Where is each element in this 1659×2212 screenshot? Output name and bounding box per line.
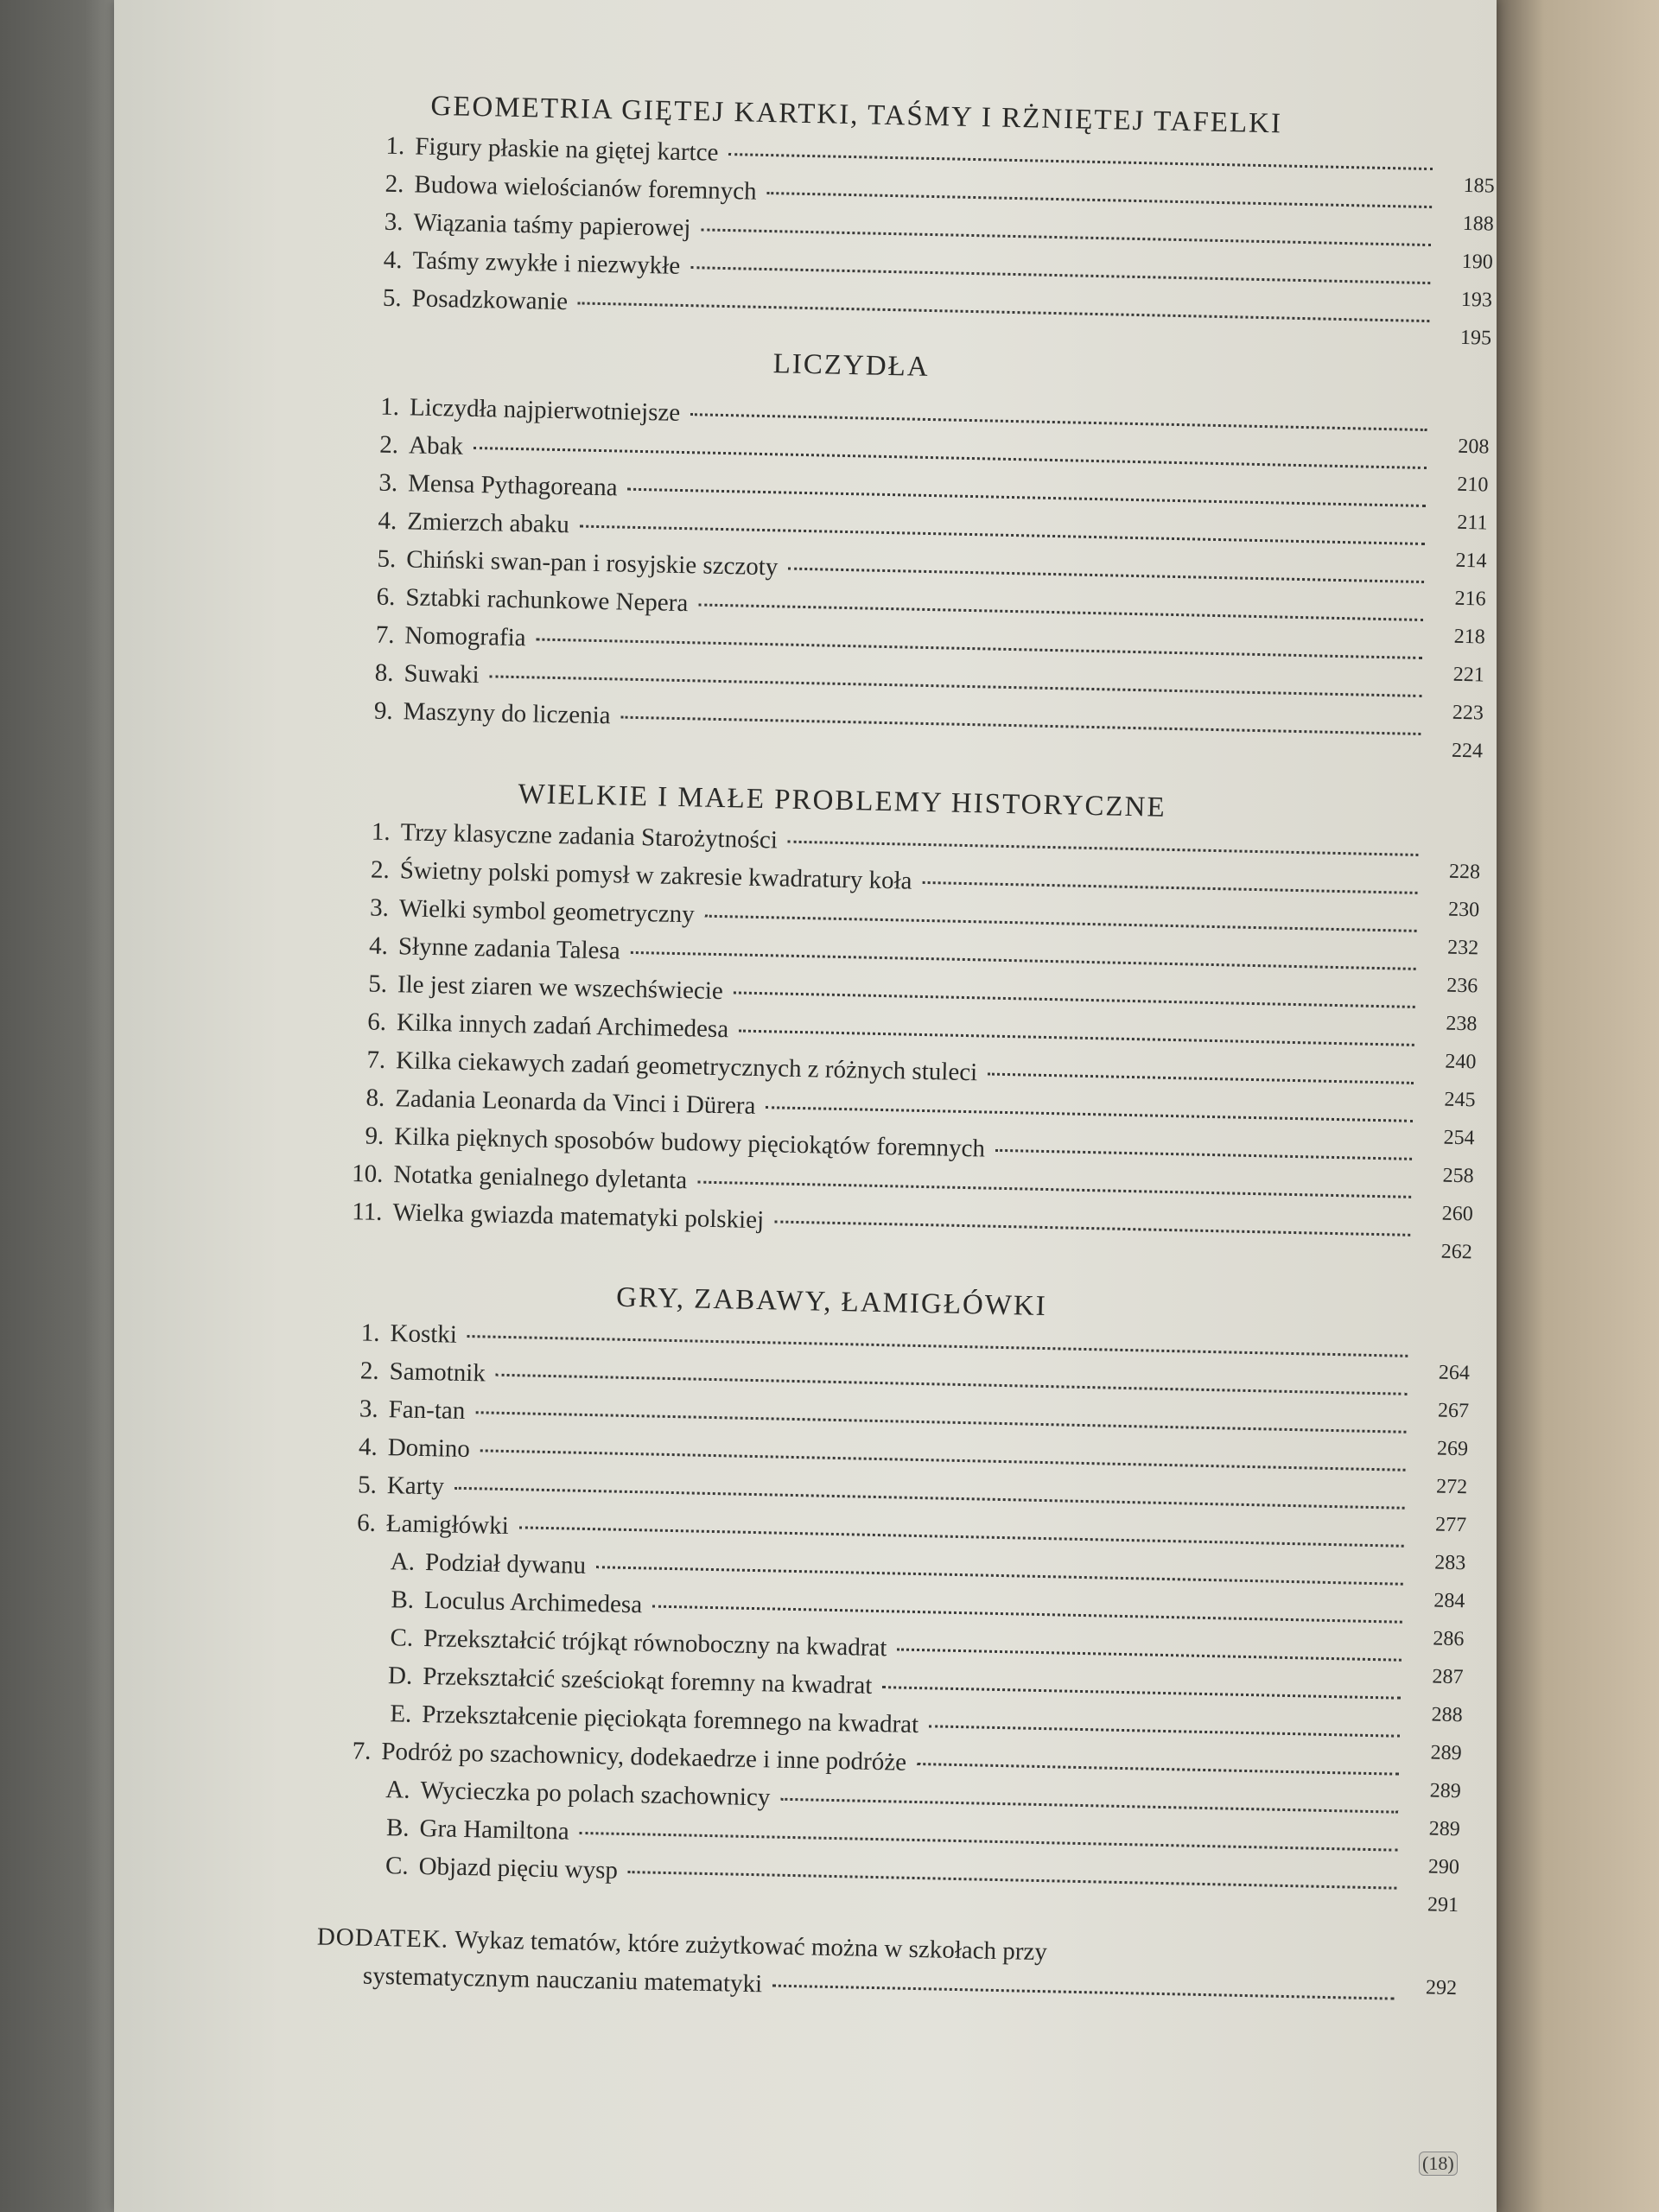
book-page bbox=[114, 0, 1497, 2212]
entry-number: A. bbox=[390, 1548, 416, 1576]
entry-number: 10. bbox=[351, 1160, 384, 1188]
entry-page-number: 208 bbox=[1458, 435, 1490, 459]
entry-title: Suwaki bbox=[404, 659, 480, 690]
entry-page-number: 287 bbox=[1432, 1665, 1464, 1689]
entry-page-number: 283 bbox=[1434, 1551, 1466, 1575]
entry-title: Wycieczka po polach szachownicy bbox=[420, 1776, 771, 1812]
entry-number: 4. bbox=[368, 931, 389, 960]
entry-title: Podróż po szachownicy, dodekaedrze i inne podróże bbox=[381, 1738, 907, 1777]
entry-page-number: 230 bbox=[1447, 898, 1480, 922]
section-title: GEOMETRIA GIĘTEJ KARTKI, TAŚMY I RŻNIĘTEJ TAFELKI bbox=[430, 90, 1283, 140]
toc-section bbox=[318, 1236, 1472, 1917]
appendix-lead: DODATEK. bbox=[316, 1923, 449, 1954]
entry-page-number: 195 bbox=[1459, 326, 1492, 350]
entry-number: 5. bbox=[382, 283, 403, 313]
leader-dots bbox=[537, 639, 1423, 659]
entry-page-number: 264 bbox=[1438, 1361, 1471, 1385]
entry-number: 11. bbox=[351, 1198, 383, 1226]
entry-page-number: 185 bbox=[1463, 174, 1495, 198]
entry-title: Mensa Pythagoreana bbox=[407, 469, 618, 502]
entry-page-number: 272 bbox=[1435, 1475, 1468, 1499]
entry-title: Gra Hamiltona bbox=[419, 1814, 570, 1846]
entry-title: Trzy klasyczne zadania Starożytności bbox=[400, 818, 779, 855]
leader-dots bbox=[480, 1449, 1406, 1471]
entry-number: D. bbox=[387, 1662, 413, 1690]
leader-dots bbox=[489, 675, 1421, 697]
entry-number: 5. bbox=[367, 969, 388, 998]
entry-number: B. bbox=[385, 1814, 410, 1842]
entry-number: 1. bbox=[371, 817, 391, 847]
leader-dots bbox=[780, 1798, 1398, 1814]
entry-page-number: 211 bbox=[1457, 511, 1488, 535]
entry-title: Fan-tan bbox=[388, 1395, 466, 1425]
section-title: GRY, ZABAWY, ŁAMIGŁÓWKI bbox=[615, 1281, 1048, 1323]
appendix-text-line2: systematycznym nauczaniu matematyki bbox=[362, 1961, 763, 1999]
toc-section bbox=[342, 321, 1491, 763]
leader-dots bbox=[995, 1149, 1412, 1160]
leader-dots bbox=[627, 488, 1425, 507]
entry-title: Loculus Archimedesa bbox=[423, 1586, 643, 1619]
entry-page-number: 216 bbox=[1454, 587, 1486, 611]
leader-dots bbox=[621, 716, 1421, 735]
entry-title: Ile jest ziaren we wszechświecie bbox=[397, 970, 724, 1006]
entry-number: 4. bbox=[358, 1433, 378, 1461]
leader-dots bbox=[690, 266, 1430, 284]
entry-title: Taśmy zwykłe i niezwykłe bbox=[412, 246, 681, 280]
entry-number: E. bbox=[390, 1700, 412, 1728]
entry-number: 4. bbox=[378, 506, 397, 536]
leader-dots bbox=[701, 228, 1431, 246]
entry-number: A. bbox=[385, 1776, 410, 1804]
entry-number: 9. bbox=[373, 696, 393, 726]
leader-dots bbox=[580, 1832, 1398, 1852]
entry-title: Wielki symbol geometryczny bbox=[398, 894, 696, 929]
entry-page-number: 289 bbox=[1430, 1741, 1462, 1765]
left-page-edge bbox=[0, 0, 121, 2212]
leader-dots bbox=[882, 1686, 1401, 1700]
entry-page-number: 288 bbox=[1431, 1703, 1463, 1727]
entry-title: Wiązania taśmy papierowej bbox=[413, 208, 691, 243]
leader-dots bbox=[631, 951, 1416, 970]
entry-title: Świetny polski pomysł w zakresie kwadratury koła bbox=[399, 856, 912, 895]
entry-page-number: 291 bbox=[1427, 1893, 1459, 1917]
entry-number: 2. bbox=[359, 1357, 379, 1385]
entry-title: Karty bbox=[386, 1471, 445, 1501]
leader-dots bbox=[897, 1649, 1402, 1662]
entry-number: 2. bbox=[385, 169, 404, 199]
entry-number: 4. bbox=[383, 245, 403, 275]
entry-number: 3. bbox=[369, 893, 390, 923]
entry-number: 3. bbox=[384, 207, 404, 237]
entry-number: 6. bbox=[356, 1509, 377, 1537]
entry-title: Objazd pięciu wysp bbox=[418, 1852, 619, 1885]
entry-page-number: 254 bbox=[1443, 1126, 1475, 1150]
entry-number: 7. bbox=[352, 1737, 372, 1765]
leader-dots bbox=[454, 1487, 1405, 1510]
entry-page-number: 284 bbox=[1433, 1589, 1465, 1613]
entry-page-number: 228 bbox=[1448, 860, 1481, 884]
entry-number: 6. bbox=[376, 582, 396, 612]
entry-page-number: 224 bbox=[1451, 739, 1484, 763]
leader-dots bbox=[788, 568, 1424, 583]
leader-dots bbox=[988, 1073, 1414, 1084]
entry-page-number: 286 bbox=[1433, 1627, 1465, 1651]
entry-page-number: 267 bbox=[1437, 1399, 1470, 1423]
entry-title: Domino bbox=[387, 1433, 471, 1464]
leader-dots bbox=[766, 1106, 1413, 1122]
leader-dots bbox=[728, 153, 1433, 170]
leader-dots bbox=[578, 302, 1429, 322]
entry-title: Przekształcenie pięciokąta foremnego na kwadrat bbox=[422, 1700, 919, 1739]
entry-number: C. bbox=[385, 1852, 410, 1880]
entry-number: 5. bbox=[357, 1471, 378, 1499]
entry-page-number: 240 bbox=[1445, 1050, 1477, 1074]
folio-number: (18) bbox=[1419, 2152, 1458, 2176]
table-of-contents bbox=[315, 78, 1496, 2023]
entry-number: 8. bbox=[365, 1084, 385, 1112]
entry-title: Notatka genialnego dyletanta bbox=[393, 1160, 688, 1195]
toc-list bbox=[332, 817, 1481, 1264]
appendix-text-line1: Wykaz tematów, które zużytkować można w szkołach przy bbox=[454, 1925, 1048, 1967]
section-title: LICZYDŁA bbox=[772, 348, 930, 383]
entry-title: Przekształcić trójkąt równoboczny na kwadrat bbox=[423, 1624, 887, 1662]
leader-dots bbox=[739, 1030, 1414, 1046]
entry-page-number: 236 bbox=[1446, 974, 1478, 998]
leader-dots bbox=[628, 1871, 1397, 1890]
entry-number: 1. bbox=[379, 392, 400, 422]
entry-title: Posadzkowanie bbox=[411, 284, 569, 316]
entry-title: Nomografia bbox=[404, 621, 526, 652]
entry-number: C. bbox=[390, 1624, 414, 1652]
leader-dots bbox=[698, 603, 1423, 621]
entry-title: Łamigłówki bbox=[385, 1510, 510, 1541]
leader-dots bbox=[496, 1374, 1408, 1395]
entry-title: Samotnik bbox=[389, 1357, 486, 1388]
leader-dots bbox=[474, 447, 1427, 469]
entry-number: 2. bbox=[379, 430, 399, 460]
entry-title: Budowa wielościanów foremnych bbox=[414, 170, 757, 206]
leader-dots bbox=[690, 413, 1427, 431]
leader-dots bbox=[734, 991, 1415, 1008]
entry-page-number: 260 bbox=[1441, 1202, 1474, 1226]
leader-dots bbox=[788, 841, 1419, 856]
leader-dots bbox=[767, 192, 1433, 208]
entry-page-number: 232 bbox=[1446, 936, 1479, 960]
toc-list bbox=[351, 131, 1495, 350]
leader-dots bbox=[917, 1763, 1399, 1776]
entry-page-number: 258 bbox=[1442, 1164, 1474, 1188]
entry-title: Kilka pięknych sposobów budowy pięciokątów foremnych bbox=[394, 1122, 986, 1163]
entry-number: 6. bbox=[367, 1007, 387, 1036]
entry-page-number: 210 bbox=[1457, 473, 1489, 497]
entry-page-number: 245 bbox=[1444, 1088, 1476, 1112]
entry-page-number: 290 bbox=[1427, 1855, 1460, 1879]
entry-title: Chiński swan-pan i rosyjskie szczoty bbox=[406, 545, 779, 582]
entry-number: 3. bbox=[378, 468, 398, 498]
toc-list bbox=[342, 392, 1490, 763]
entry-number: 1. bbox=[385, 131, 405, 161]
entry-number: 2. bbox=[370, 855, 391, 885]
entry-title: Maszyny do liczenia bbox=[403, 697, 611, 730]
entry-title: Podział dywanu bbox=[424, 1548, 587, 1580]
entry-number: B. bbox=[391, 1586, 415, 1614]
entry-page-number: 223 bbox=[1452, 701, 1484, 725]
toc-section bbox=[332, 734, 1483, 1264]
entry-title: Abak bbox=[408, 431, 464, 461]
entry-title: Figury płaskie na giętej kartce bbox=[415, 132, 719, 167]
entry-number: 7. bbox=[375, 620, 395, 650]
entry-page-number: 214 bbox=[1455, 549, 1487, 573]
entry-number: 9. bbox=[365, 1122, 385, 1150]
entry-title: Kilka ciekawych zadań geometrycznych z różnych stuleci bbox=[395, 1046, 978, 1087]
appendix-page-number: 292 bbox=[1425, 1976, 1458, 2000]
entry-title: Zadania Leonarda da Vinci i Dürera bbox=[394, 1084, 756, 1120]
entry-page-number: 269 bbox=[1436, 1437, 1469, 1461]
leader-dots bbox=[697, 1181, 1411, 1198]
entry-page-number: 238 bbox=[1446, 1012, 1478, 1036]
leader-dots bbox=[580, 525, 1425, 545]
entry-number: 7. bbox=[366, 1046, 386, 1074]
leader-dots bbox=[705, 915, 1417, 932]
toc-list bbox=[318, 1319, 1471, 1917]
entry-page-number: 289 bbox=[1429, 1779, 1462, 1803]
entry-title: Wielka gwiazda matematyki polskiej bbox=[392, 1198, 765, 1235]
leader-dots bbox=[929, 1725, 1400, 1737]
leader-dots bbox=[774, 1220, 1410, 1236]
entry-page-number: 188 bbox=[1462, 212, 1495, 236]
leader-dots bbox=[467, 1335, 1408, 1357]
leader-dots bbox=[922, 881, 1417, 894]
entry-page-number: 262 bbox=[1440, 1240, 1473, 1264]
entry-title: Kostki bbox=[390, 1319, 458, 1349]
entry-title: Sztabki rachunkowe Nepera bbox=[405, 583, 689, 618]
entry-page-number: 218 bbox=[1453, 625, 1485, 649]
entry-number: 8. bbox=[374, 658, 394, 688]
entry-page-number: 193 bbox=[1460, 288, 1493, 312]
entry-number: 3. bbox=[359, 1395, 379, 1423]
entry-page-number: 289 bbox=[1428, 1817, 1461, 1841]
entry-title: Liczydła najpierwotniejsze bbox=[409, 393, 681, 427]
toc-sections bbox=[318, 78, 1497, 1917]
entry-title: Słynne zadania Talesa bbox=[397, 932, 620, 965]
entry-title: Przekształcić sześciokąt foremny na kwadrat bbox=[422, 1662, 873, 1700]
entry-title: Kilka innych zadań Archimedesa bbox=[396, 1008, 729, 1044]
entry-number: 5. bbox=[377, 544, 397, 574]
leader-dots bbox=[596, 1566, 1403, 1586]
entry-page-number: 221 bbox=[1452, 663, 1485, 687]
section-title: WIELKIE I MAŁE PROBLEMY HISTORYCZNE bbox=[518, 779, 1166, 823]
entry-number: 1. bbox=[360, 1319, 380, 1347]
leader-dots bbox=[519, 1526, 1404, 1547]
leader-dots bbox=[652, 1605, 1402, 1624]
entry-page-number: 190 bbox=[1461, 250, 1494, 274]
entry-title: Zmierzch abaku bbox=[406, 507, 570, 539]
leader-dots bbox=[475, 1411, 1406, 1433]
leader-dots bbox=[772, 1985, 1395, 2000]
entry-page-number: 277 bbox=[1434, 1513, 1467, 1537]
toc-section bbox=[351, 78, 1497, 350]
right-page-edge bbox=[1495, 0, 1659, 2212]
